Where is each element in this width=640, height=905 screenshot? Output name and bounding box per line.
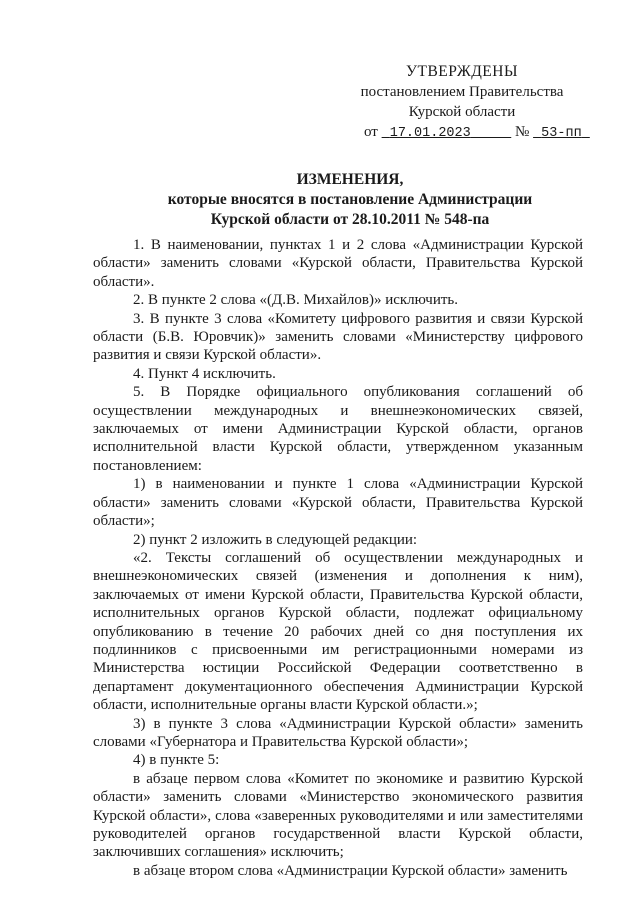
paragraph: в абзаце первом слова «Комитет по экономике и развитию Курской области» заменить словами «Министерство экономического развития Курской области», слова «заверенных руководителями и или заместителями руководителей органов государственной власти Курской области, заключивших соглашения» исключить; [93, 770, 583, 861]
title-line-1: ИЗМЕНЕНИЯ, [296, 171, 404, 188]
approval-date: 17.01.2023 [389, 126, 471, 141]
from-label: от [364, 124, 378, 140]
document-body [93, 236, 583, 880]
paragraph: 2) пункт 2 изложить в следующей редакции: [133, 531, 418, 548]
approval-line-2: Курской области [408, 104, 516, 120]
approval-number: 53-пп [541, 126, 582, 141]
paragraph: 1) в наименовании и пункте 1 слова «Администрации Курской области» заменить словами «Курской области, Правительства Курской области»; [93, 476, 583, 530]
paragraph: 3. В пункте 3 слова «Комитету цифрового развития и связи Курской области (Б.В. Юровчик)» заменить словами «Министерству цифрового развития и связи Курской области». [93, 310, 583, 364]
approval-line-1: постановлением Правительства [360, 84, 564, 100]
paragraph: 3) в пункте 3 слова «Администрации Курской области» заменить словами «Губернатора и Правительства Курской области»; [93, 715, 583, 750]
paragraph: «2. Тексты соглашений об осуществлении международных и внешнеэкономических связей (изменения и дополнения к ним), заключаемых от имени Курской области, Правительства Курской области, исполнительных органов Курской области, подлежат официальному опубликованию в течение 20 рабочих дней со дня поступления их подлинников с присвоенными им регистрационными номерами из Министерства юстиции Российской Федерации соответственно в департамент документационного обеспечения Администрации Курской области, исполнительные органы власти Курской области.»; [93, 549, 583, 714]
title-line-3: Курской области от 28.10.2011 № 548-па [210, 211, 490, 228]
approval-heading: УТВЕРЖДЕНЫ [406, 63, 518, 80]
approval-date-line [352, 122, 582, 144]
approval-stamp [352, 62, 582, 144]
paragraph: 4) в пункте 5: [133, 752, 220, 769]
paragraph: 4. Пункт 4 исключить. [133, 365, 276, 382]
document-title [100, 170, 600, 230]
number-label: № [515, 124, 530, 140]
paragraph: 5. В Порядке официального опубликования соглашений об осуществлении международных и внешнеэкономических связей, заключаемых от имени Администрации Курской области, органов исполнительной власти Курской области, утвержденном указанным постановлением: [93, 384, 583, 474]
paragraph: в абзаце втором слова «Администрации Курской области» заменить [133, 862, 568, 879]
paragraph: 2. В пункте 2 слова «(Д.В. Михайлов)» исключить. [133, 292, 459, 309]
title-line-2: которые вносятся в постановление Администрации [167, 191, 533, 208]
paragraph: 1. В наименовании, пунктах 1 и 2 слова «Администрации Курской области» заменить словами «Курской области, Правительства Курской области». [93, 237, 583, 290]
